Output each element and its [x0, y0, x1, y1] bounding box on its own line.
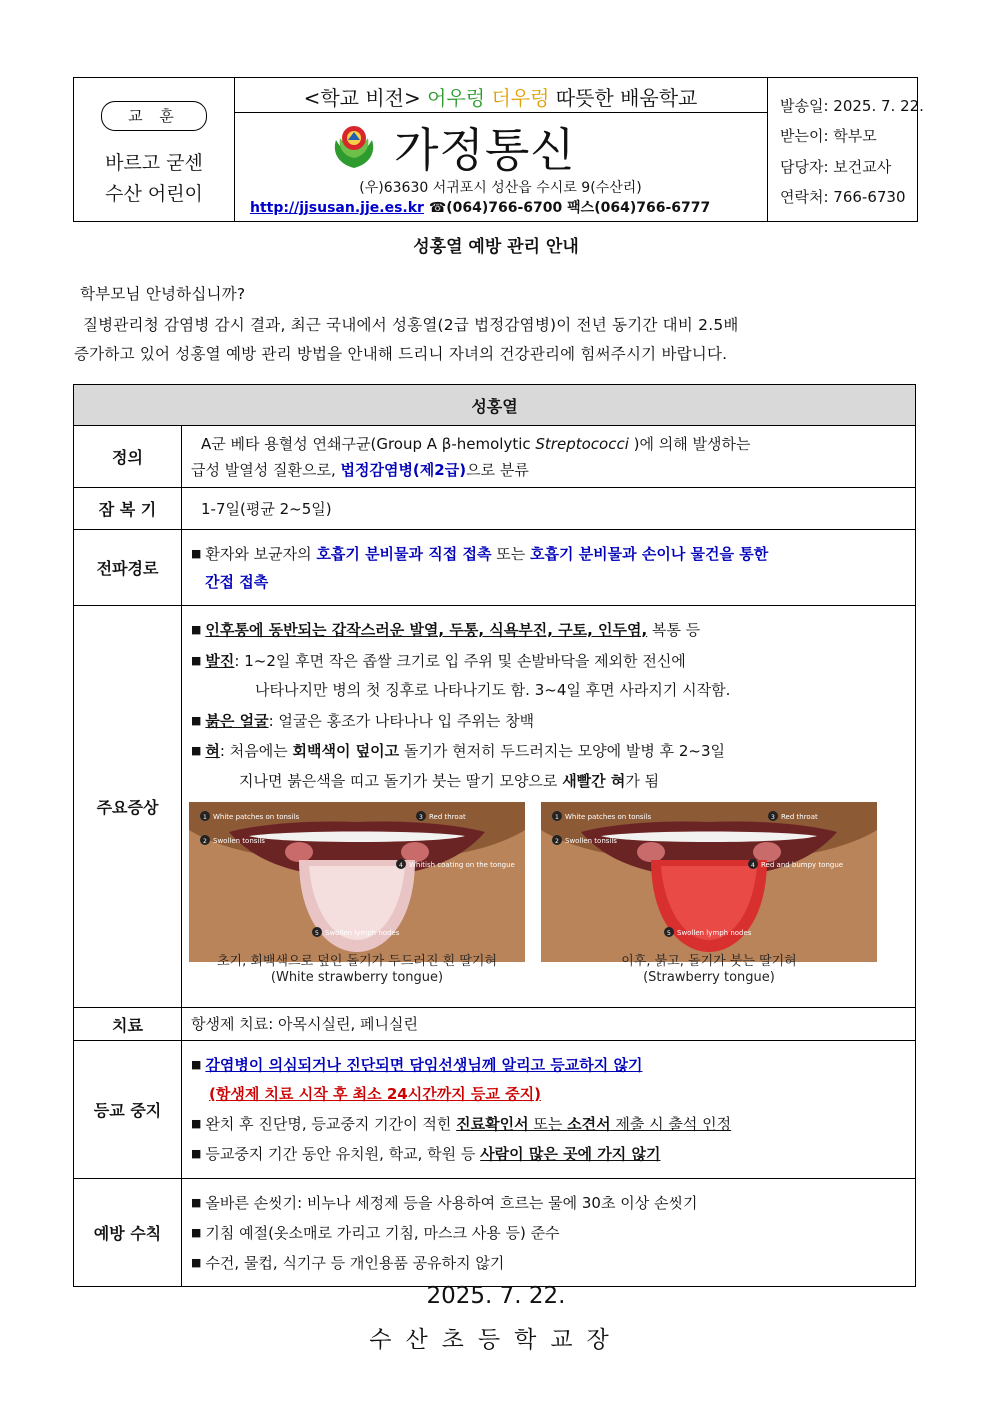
svg-text:3: 3	[419, 814, 423, 821]
motto-line-2: 수산 어린이	[105, 183, 203, 205]
transmission-line-2: 간접 접촉	[205, 572, 269, 591]
label-incubation: 잠 복 기	[74, 488, 182, 530]
scarlet-fever-table	[73, 384, 916, 1287]
table-header-row	[74, 385, 916, 426]
symptom-2: ■ 발진: 1~2일 후면 작은 좁쌀 크기로 입 주위 및 손발바닥을 제외한 전신에	[191, 651, 686, 670]
label-red-throat-2: Red throat	[781, 813, 818, 821]
svg-text:2: 2	[203, 838, 207, 845]
motto-line-1: 바르고 굳센	[105, 152, 203, 174]
newsletter-title: 가정통신	[394, 123, 576, 177]
document-title: 성홍열 예방 관리 안내	[413, 237, 579, 257]
label-definition: 정의	[74, 426, 182, 488]
white-strawberry-tongue-illustration	[189, 802, 525, 962]
svg-text:4: 4	[751, 862, 755, 869]
label-exclusion: 등교 중지	[74, 1041, 182, 1179]
recipient: 받는이: 학부모	[780, 127, 877, 145]
vision-prefix: <학교 비전>	[303, 86, 421, 110]
svg-text:2: 2	[555, 838, 559, 845]
exclusion-1-note: (항생제 치료 시작 후 최소 24시간까지 등교 중지)	[209, 1085, 541, 1103]
svg-text:1: 1	[203, 814, 207, 821]
definition-line-1: A군 베타 용혈성 연쇄구균(Group A β-hemolytic Streptococci )에 의해 발생하는	[201, 434, 751, 453]
principal-signature: 수산초등학교장	[369, 1327, 623, 1353]
exclusion-1: ■ 감염병이 의심되거나 진단되면 담임선생님께 알리고 등교하지 않기	[191, 1056, 643, 1074]
content-exclusion	[182, 1041, 916, 1179]
caption-strawberry-tongue: 이후, 붉고, 돌기가 붓는 딸기혀 (Strawberry tongue)	[621, 954, 797, 985]
exclusion-3: ■ 등교중지 기간 동안 유치원, 학교, 학원 등 사람이 많은 곳에 가지 않기	[191, 1145, 661, 1163]
vision-word-1: 어우렁	[427, 86, 486, 110]
school-url-link[interactable]: http://jjsusan.jje.es.kr	[250, 200, 424, 216]
svg-text:1: 1	[555, 814, 559, 821]
content-transmission	[182, 530, 916, 606]
intro-greeting: 학부모님 안녕하십니까?	[80, 285, 246, 303]
intro-line-1: 질병관리청 감염병 감시 결과, 최근 국내에서 성홍열(2급 법정감염병)이 전년 동기간 대비 2.5배	[83, 316, 739, 334]
motto-section	[74, 78, 235, 221]
svg-text:3: 3	[771, 814, 775, 821]
prevention-2: ■ 기침 예절(옷소매로 가리고 기침, 마스크 사용 등) 준수	[191, 1223, 560, 1242]
row-transmission	[74, 530, 916, 606]
label-treatment: 치료	[74, 1008, 182, 1041]
label-red-throat: Red throat	[429, 813, 466, 821]
prevention-3: ■ 수건, 물컵, 식기구 등 개인용품 공유하지 않기	[191, 1253, 505, 1272]
row-prevention	[74, 1179, 916, 1287]
caption-white-tongue: 초기, 회백색으로 덮인 돌기가 두드러진 흰 딸기혀 (White strawberry tongue)	[216, 954, 498, 985]
label-lymph-nodes-2: Swollen lymph nodes	[677, 929, 752, 937]
transmission-line-1: ■ 환자와 보균자의 호흡기 분비물과 직접 접촉 또는 호흡기 분비물과 손이나 물건을 통한	[191, 544, 769, 563]
footer-date: 2025. 7. 22.	[426, 1283, 566, 1309]
content-incubation: 1-7일(평균 2~5일)	[182, 488, 916, 530]
label-red-bumpy-tongue: Red and bumpy tongue	[761, 861, 844, 869]
label-transmission: 전파경로	[74, 530, 182, 606]
label-symptoms: 주요증상	[74, 606, 182, 1008]
label-lymph-nodes: Swollen lymph nodes	[325, 929, 400, 937]
send-date: 발송일: 2025. 7. 22.	[780, 97, 924, 115]
row-treatment	[74, 1008, 916, 1041]
school-logo-icon	[328, 120, 380, 172]
strawberry-tongue-illustration	[541, 802, 877, 962]
divider	[234, 112, 767, 113]
symptom-4-cont: 지나면 붉은색을 띠고 돌기가 붓는 딸기 모양으로 새빨간 혀가 됨	[239, 771, 660, 790]
label-swollen-tonsils-2: Swollen tonsils	[565, 837, 617, 845]
table-header: 성홍열	[74, 385, 916, 426]
phone-number: ☎(064)766-6700	[428, 200, 563, 216]
fax-number: 팩스(064)766-6777	[567, 200, 711, 216]
row-definition	[74, 426, 916, 488]
person-in-charge: 담당자: 보건교사	[780, 158, 892, 176]
symptom-3: ■ 붉은 얼굴: 얼굴은 홍조가 나타나나 입 주위는 창백	[191, 711, 535, 730]
vision-word-2: 더우렁	[491, 86, 550, 110]
school-address: (우)63630 서귀포시 성산읍 수시로 9(수산리)	[359, 180, 642, 196]
svg-text:5: 5	[667, 930, 671, 937]
prevention-1: ■ 올바른 손씻기: 비누나 세정제 등을 사용하여 흐르는 물에 30초 이상 손씻기	[191, 1193, 698, 1212]
label-white-patches: White patches on tonsils	[213, 813, 300, 821]
tongue-illustrations	[183, 796, 914, 1006]
label-whitish-coating: Whitish coating on the tongue	[409, 861, 515, 869]
contact-line	[250, 197, 710, 217]
intro-line-2: 증가하고 있어 성홍열 예방 관리 방법을 안내해 드리니 자녀의 건강관리에 힘써주시기 바랍니다.	[74, 345, 728, 363]
content-symptoms	[182, 606, 916, 1008]
row-symptoms	[74, 606, 916, 1008]
label-prevention: 예방 수칙	[74, 1179, 182, 1287]
label-swollen-tonsils: Swollen tonsils	[213, 837, 265, 845]
svg-text:4: 4	[399, 862, 403, 869]
symptom-2-cont: 나타나지만 병의 첫 징후로 나타나기도 함. 3~4일 후면 사라지기 시작함.	[255, 681, 731, 699]
row-incubation	[74, 488, 916, 530]
definition-line-2: 급성 발열성 질환으로, 법정감염병(제2급)으로 분류	[191, 460, 529, 479]
vision-suffix: 따뜻한 배움학교	[555, 86, 698, 110]
content-prevention	[182, 1179, 916, 1287]
content-treatment: 항생제 치료: 아목시실린, 페니실린	[182, 1008, 916, 1041]
school-vision	[234, 82, 767, 111]
newsletter-header	[73, 77, 924, 222]
title-section	[234, 78, 768, 221]
exclusion-2: ■ 완치 후 진단명, 등교중지 기간이 적힌 진료확인서 또는 소견서 제출 시 출석 인정	[191, 1115, 732, 1133]
meta-section	[768, 78, 924, 221]
motto-badge: 교 훈	[101, 101, 207, 131]
contact-number: 연락처: 766-6730	[780, 188, 906, 206]
symptom-4: ■ 혀: 처음에는 회백색이 덮이고 돌기가 현저히 두드러지는 모양에 발병 후 2~3일	[191, 742, 725, 760]
row-exclusion	[74, 1041, 916, 1179]
label-white-patches-2: White patches on tonsils	[565, 813, 652, 821]
symptom-1: ■ 인후통에 동반되는 갑작스러운 발열, 두통, 식욕부진, 구토, 인두염, 복통 등	[191, 621, 701, 639]
svg-text:5: 5	[315, 930, 319, 937]
content-definition	[182, 426, 916, 488]
